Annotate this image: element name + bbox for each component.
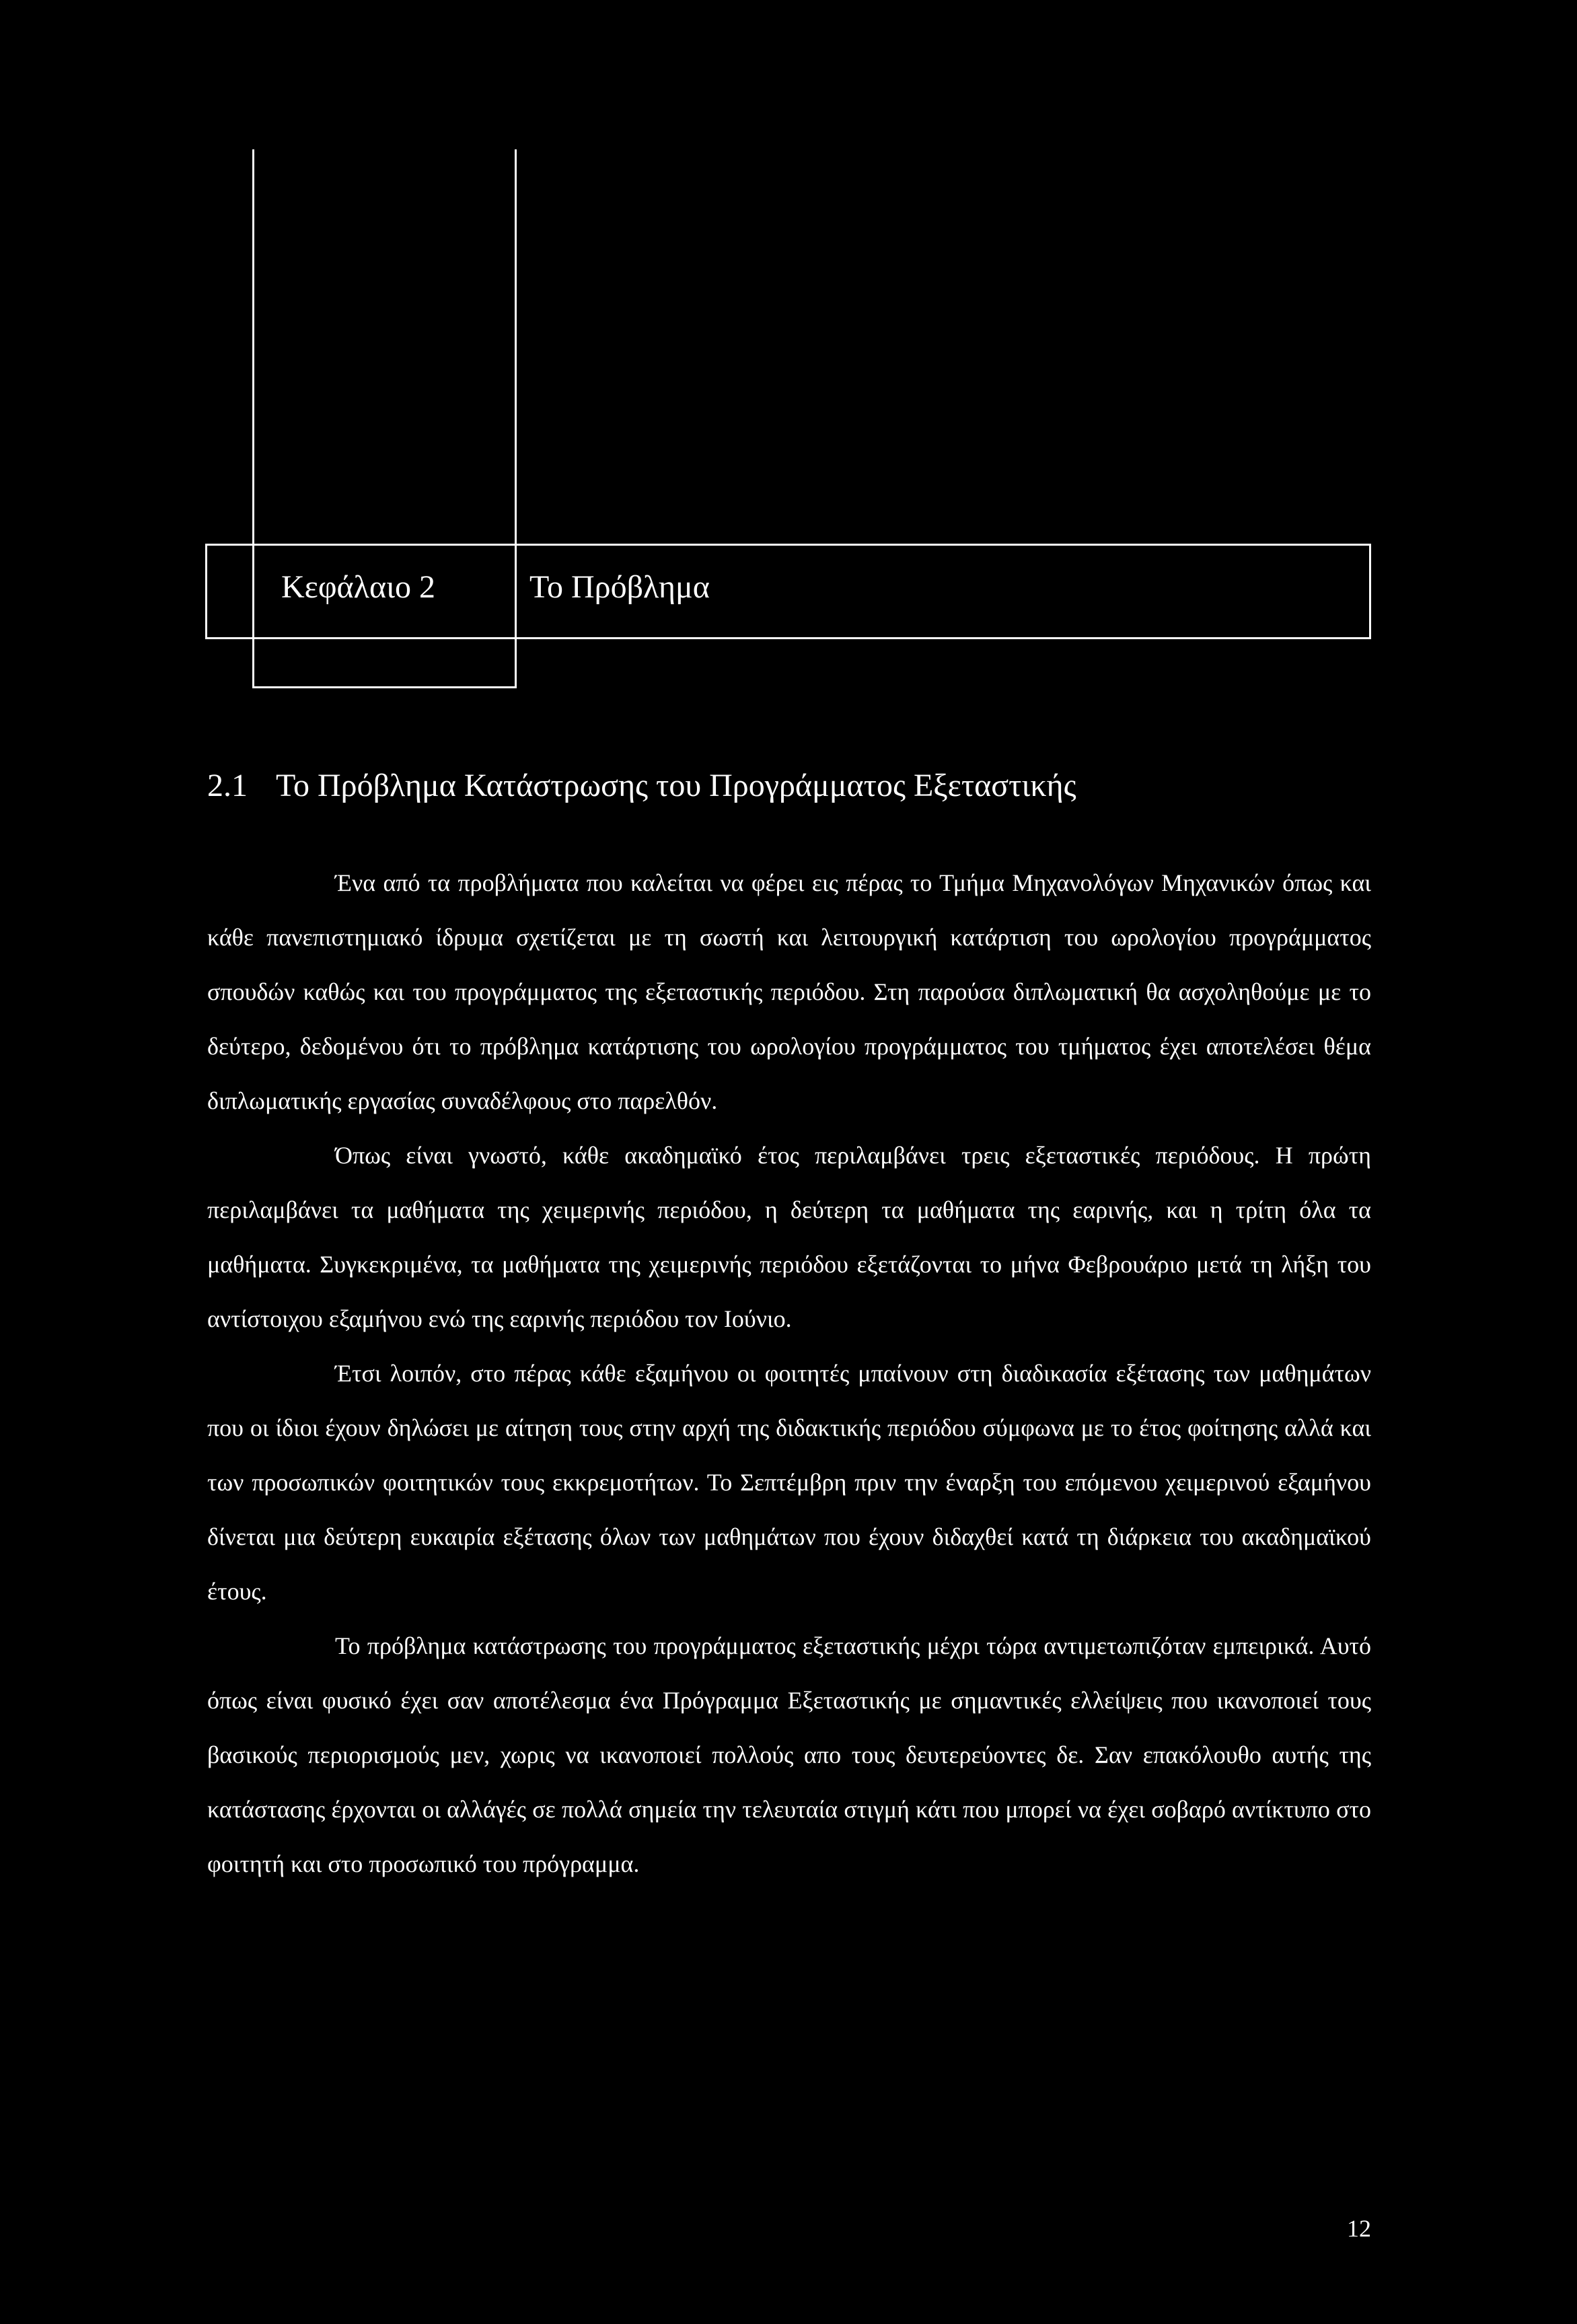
chapter-label: Κεφάλαιο 2: [281, 569, 436, 605]
paragraph: Το πρόβλημα κατάστρωσης του προγράμματος εξεταστικής μέχρι τώρα αντιμετωπιζόταν εμπειρικά. Αυτό όπως είναι φυσικό έχει σαν αποτέλεσμα ένα Πρόγραμμα Εξεταστικής με σημαντικές ελλείψεις που ικανοποιεί τους βασικούς περιορισμούς μεν, χωρις να ικανοποιεί πολλούς απο τους δευτερεύοντες δε. Σαν επακόλουθο αυτής της κατάστασης έρχονται οι αλλάγές σε πολλά σημεία την τελευταία στιγμή κάτι που μπορεί να έχει σοβαρό αντίκτυπο στο φοιτητή και στο προσωπικό του πρόγραμμα.: [207, 1632, 1371, 1877]
section-title: Το Πρόβλημα Κατάστρωσης του Προγράμματος Εξεταστικής: [276, 768, 1076, 803]
section-number: 2.1: [207, 768, 248, 803]
page-number: 12: [1347, 2215, 1371, 2242]
header-frame-line: [205, 544, 207, 639]
header-frame-line: [205, 637, 1371, 639]
section-heading: [207, 766, 1076, 806]
header-frame-line: [1369, 544, 1371, 639]
paragraph: Ένα από τα προβλήματα που καλείται να φέρει εις πέρας το Τμήμα Μηχανολόγων Μηχανικών όπως και κάθε πανεπιστημιακό ίδρυμα σχετίζεται με τη σωστή και λειτουργική κατάρτιση του ωρολογίου προγράμματος σπουδών καθώς και του προγράμματος της εξεταστικής περιόδου. Στη παρούσα διπλωματική θα ασχοληθούμε με το δεύτερο, δεδομένου ότι το πρόβλημα κατάρτισης του ωρολογίου προγράμματος του τμήματος έχει αποτελέσει θέμα διπλωματικής εργασίας συναδέλφους στο παρελθόν.: [207, 869, 1371, 1114]
header-frame-line: [515, 149, 517, 688]
chapter-title: Το Πρόβλημα: [529, 569, 710, 605]
paragraph: Όπως είναι γνωστό, κάθε ακαδημαϊκό έτος περιλαμβάνει τρεις εξεταστικές περιόδους. Η πρώτη περιλαμβάνει τα μαθήματα της χειμερινής περιόδου, η δεύτερη τα μαθήματα της εαρινής, και η τρίτη όλα τα μαθήματα. Συγκεκριμένα, τα μαθήματα της χειμερινής περιόδου εξετάζονται το μήνα Φεβρουάριο μετά τη λήξη του αντίστοιχου εξαμήνου ενώ της εαρινής περιόδου τον Ιούνιο.: [207, 1142, 1371, 1332]
paragraph: Έτσι λοιπόν, στο πέρας κάθε εξαμήνου οι φοιτητές μπαίνουν στη διαδικασία εξέτασης των μαθημάτων που οι ίδιοι έχουν δηλώσει με αίτηση τους στην αρχή της διδακτικής περιόδου σύμφωνα με το έτος φοίτησης αλλά και των προσωπικών φοιτητικών τους εκκρεμοτήτων. Το Σεπτέμβρη πριν την έναρξη του επόμενου χειμερινού εξαμήνου δίνεται μια δεύτερη ευκαιρία εξέτασης όλων των μαθημάτων που έχουν διδαχθεί κατά τη διάρκεια του ακαδημαϊκού έτους.: [207, 1360, 1371, 1605]
body-text: [207, 856, 1371, 1891]
header-frame-line: [205, 544, 1371, 546]
header-frame-line: [252, 686, 517, 688]
header-frame-line: [252, 149, 254, 688]
